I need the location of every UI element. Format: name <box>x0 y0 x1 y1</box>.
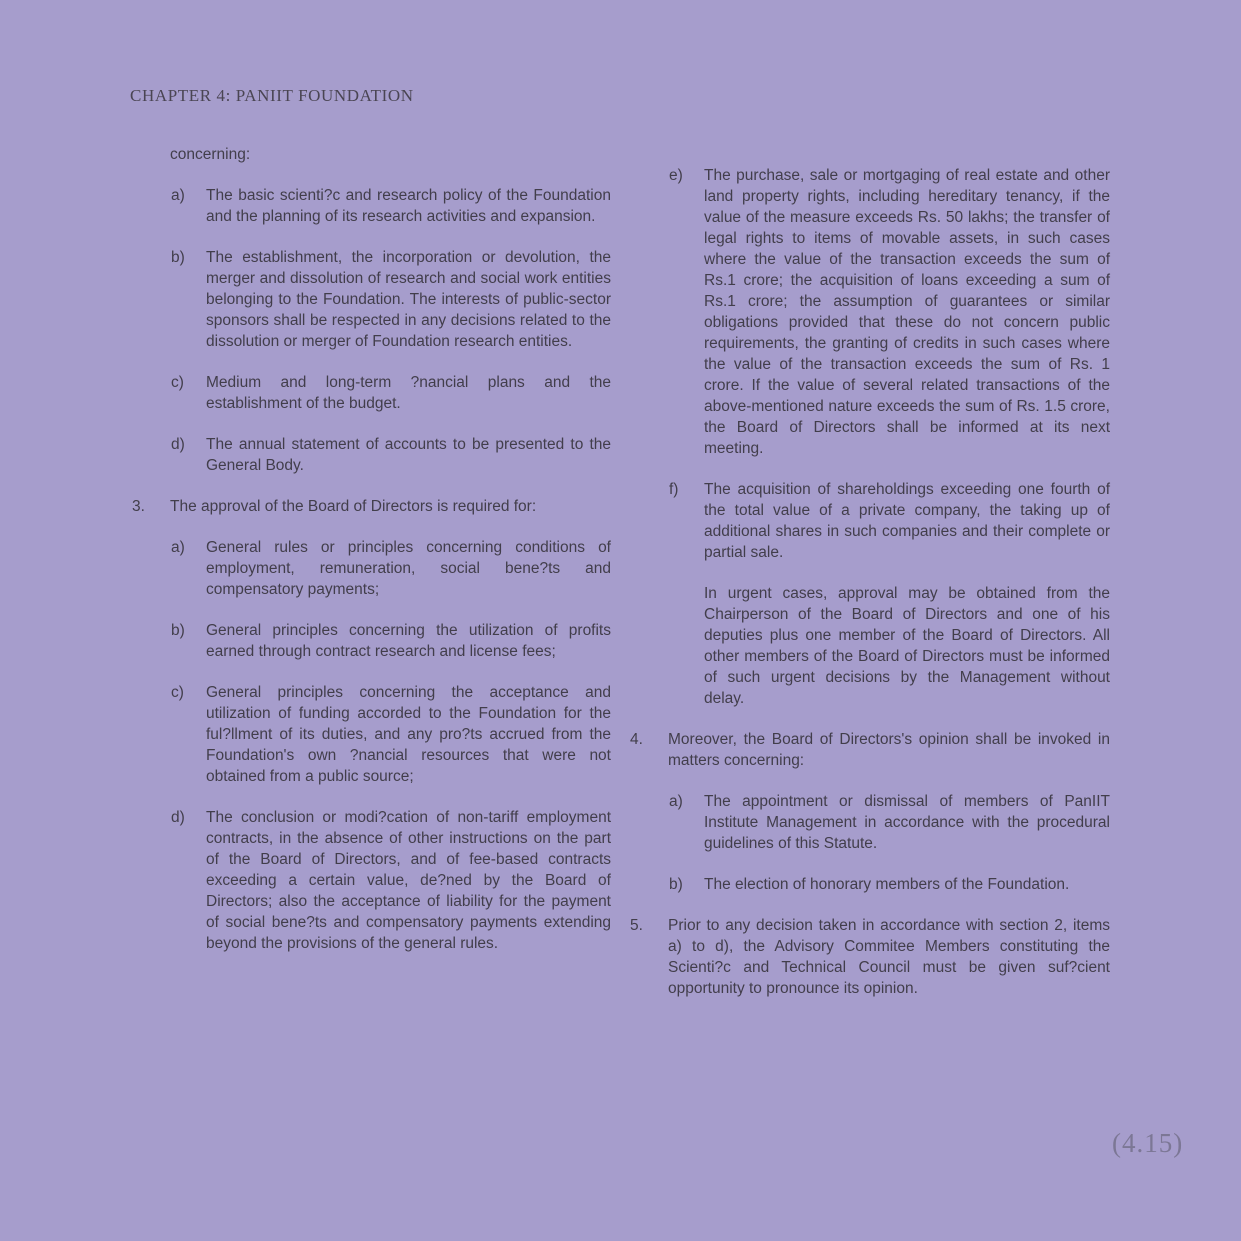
list-item-label: c) <box>171 684 184 701</box>
list-item <box>171 537 611 600</box>
list-item-label: e) <box>669 167 683 184</box>
two-column-body <box>132 144 1110 1019</box>
list-item-label: a) <box>171 187 185 204</box>
list-item-text: The establishment, the incorporation or devolution, the merger and dissolution of research and social work entities belonging to the Foundation. The interests of public-sector sponsors shall be respected in any decisions related to the dissolution or merger of Foundation research entities. <box>206 249 611 350</box>
list-item-label: d) <box>171 809 185 826</box>
list-item <box>171 682 611 787</box>
list-item-label: b) <box>669 876 683 893</box>
list-item-text: General principles concerning the utilization of profits earned through contract research and license fees; <box>206 622 611 660</box>
numbered-item-text: Moreover, the Board of Directors's opinion shall be invoked in matters concerning: <box>668 731 1110 769</box>
numbered-item-text: Prior to any decision taken in accordance with section 2, items a) to d), the Advisory Commitee Members constituting the Scienti?c and Technical Council must be given suf?cient opportunity to pronounce its opinion. <box>668 917 1110 997</box>
list-item-text: The acquisition of shareholdings exceeding one fourth of the total value of a private company, the taking up of additional shares in such companies and their complete or partial sale. <box>704 481 1110 561</box>
list-item <box>171 372 611 414</box>
list-item-text: The election of honorary members of the Foundation. <box>704 876 1070 893</box>
list-item-text: The annual statement of accounts to be presented to the General Body. <box>206 436 611 474</box>
chapter-header: CHAPTER 4: PANIIT FOUNDATION <box>130 86 414 105</box>
intro-line <box>170 144 611 165</box>
numbered-item-label: 5. <box>630 917 643 934</box>
list-item <box>171 247 611 352</box>
list-item-label: d) <box>171 436 185 453</box>
list-item-label: f) <box>669 481 679 498</box>
list-item-text: The appointment or dismissal of members of PanIIT Institute Management in accordance with the procedural guidelines of this Statute. <box>704 793 1110 852</box>
numbered-item <box>630 915 1110 999</box>
list-item-label: b) <box>171 249 185 266</box>
list-item-label: a) <box>171 539 185 556</box>
numbered-item-label: 3. <box>132 498 145 515</box>
numbered-item <box>630 729 1110 771</box>
list-item <box>669 874 1110 895</box>
list-item-label: a) <box>669 793 683 810</box>
list-item <box>171 620 611 662</box>
list-item-label: c) <box>171 374 184 391</box>
list-item <box>171 185 611 227</box>
numbered-item-label: 4. <box>630 731 643 748</box>
list-item-text: Medium and long-term ?nancial plans and the establishment of the budget. <box>206 374 611 412</box>
intro-text: concerning: <box>170 146 251 163</box>
list-item <box>171 807 611 954</box>
list-item-text: General rules or principles concerning conditions of employment, remuneration, social bene?ts and compensatory payments; <box>206 539 611 598</box>
list-item-text: The conclusion or modi?cation of non-tariff employment contracts, in the absence of other instructions on the part of the Board of Directors, and of fee-based contracts exceeding a certain value, de?ned by the Board of Directors; also the acceptance of liability for the payment of social bene?ts and compensatory payments extending beyond the provisions of the general rules. <box>206 809 611 952</box>
numbered-item-text: The approval of the Board of Directors is required for: <box>170 498 537 515</box>
right-column <box>630 144 1110 1019</box>
list-item <box>669 165 1110 459</box>
list-item-text: The purchase, sale or mortgaging of real estate and other land property rights, including hereditary tenancy, if the value of the measure exceeds Rs. 50 lakhs; the transfer of legal rights to items of movable assets, in such cases where the value of the transaction exceeds the sum of Rs.1 crore; the acquisition of loans exceeding a sum of Rs.1 crore; the assumption of guarantees or similar obligations provided that these do not concern public requirements, the granting of credits in such cases where the value of the transaction exceeds the sum of Rs. 1 crore. If the value of several related transactions of the above-mentioned nature exceeds the sum of Rs. 1.5 crore, the Board of Directors shall be informed at its next meeting. <box>704 167 1110 457</box>
list-item <box>171 434 611 476</box>
list-item-label: b) <box>171 622 185 639</box>
list-item-text: The basic scienti?c and research policy of the Foundation and the planning of its research activities and expansion. <box>206 187 611 225</box>
numbered-item <box>132 496 611 517</box>
page-number: (4.15) <box>1112 1128 1184 1158</box>
continuation-paragraph <box>704 583 1110 709</box>
left-column <box>132 144 611 1019</box>
list-item-text: General principles concerning the acceptance and utilization of funding accorded to the Foundation for the ful?llment of its duties, and any pro?ts accrued from the Foundation's own ?nancial resources that were not obtained from a public source; <box>206 684 611 785</box>
continuation-text: In urgent cases, approval may be obtained from the Chairperson of the Board of Directors and one of his deputies plus one member of the Board of Directors. All other members of the Board of Directors must be informed of such urgent decisions by the Management without delay. <box>704 585 1110 707</box>
list-item <box>669 791 1110 854</box>
list-item <box>669 479 1110 563</box>
